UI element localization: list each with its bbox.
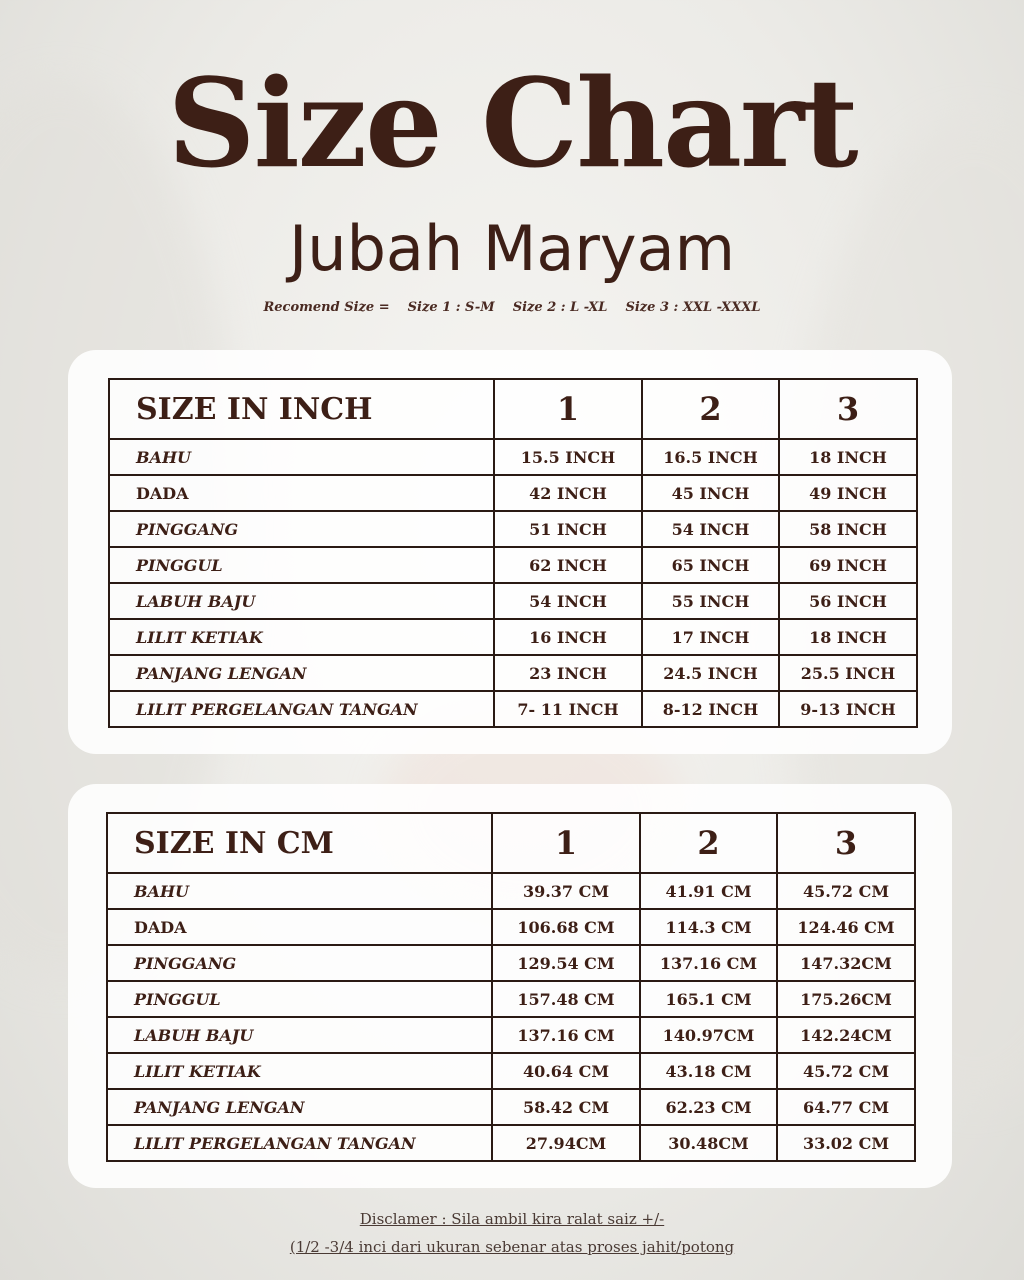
row-label: DADA xyxy=(107,909,492,945)
cell-value: 49 INCH xyxy=(779,475,917,511)
row-label: PINGGANG xyxy=(107,945,492,981)
cell-value: 42 INCH xyxy=(494,475,642,511)
row-label: PANJANG LENGAN xyxy=(109,655,494,691)
row-label: LABUH BAJU xyxy=(107,1017,492,1053)
row-label: BAHU xyxy=(109,439,494,475)
row-label: BAHU xyxy=(107,873,492,909)
cell-value: 147.32CM xyxy=(777,945,915,981)
row-label: PINGGUL xyxy=(107,981,492,1017)
row-label: DADA xyxy=(109,475,494,511)
recommend-size-1: Size 1 : S-M xyxy=(407,300,495,315)
cell-value: 157.48 CM xyxy=(492,981,640,1017)
cell-value: 65 INCH xyxy=(642,547,779,583)
cell-value: 137.16 CM xyxy=(640,945,777,981)
cell-value: 23 INCH xyxy=(494,655,642,691)
cell-value: 41.91 CM xyxy=(640,873,777,909)
cell-value: 56 INCH xyxy=(779,583,917,619)
cm-size-table xyxy=(106,812,916,1162)
cell-value: 45 INCH xyxy=(642,475,779,511)
cell-value: 54 INCH xyxy=(494,583,642,619)
column-size-3: 3 xyxy=(777,813,915,873)
cell-value: 17 INCH xyxy=(642,619,779,655)
column-size-3: 3 xyxy=(779,379,917,439)
cell-value: 43.18 CM xyxy=(640,1053,777,1089)
cell-value: 137.16 CM xyxy=(492,1017,640,1053)
cell-value: 114.3 CM xyxy=(640,909,777,945)
cell-value: 51 INCH xyxy=(494,511,642,547)
table-row xyxy=(107,909,915,945)
table-row xyxy=(107,1089,915,1125)
table-row xyxy=(107,1017,915,1053)
cell-value: 69 INCH xyxy=(779,547,917,583)
table-header-row xyxy=(107,813,915,873)
row-label: PANJANG LENGAN xyxy=(107,1089,492,1125)
cell-value: 129.54 CM xyxy=(492,945,640,981)
disclaimer-line-1: Disclamer : Sila ambil kira ralat saiz +/- xyxy=(359,1210,665,1228)
table-heading: SIZE IN CM xyxy=(107,813,492,873)
table-row xyxy=(109,655,917,691)
cell-value: 24.5 INCH xyxy=(642,655,779,691)
cell-value: 64.77 CM xyxy=(777,1089,915,1125)
row-label: PINGGUL xyxy=(109,547,494,583)
cell-value: 18 INCH xyxy=(779,439,917,475)
inch-table-card xyxy=(68,350,952,754)
page-title: Size Chart xyxy=(167,51,857,195)
table-row xyxy=(109,439,917,475)
page-subtitle: Jubah Maryam xyxy=(289,212,735,285)
cell-value: 33.02 CM xyxy=(777,1125,915,1161)
cell-value: 62 INCH xyxy=(494,547,642,583)
table-row xyxy=(107,873,915,909)
cell-value: 40.64 CM xyxy=(492,1053,640,1089)
row-label: PINGGANG xyxy=(109,511,494,547)
table-row xyxy=(107,945,915,981)
row-label: LABUH BAJU xyxy=(109,583,494,619)
cell-value: 16.5 INCH xyxy=(642,439,779,475)
cell-value: 54 INCH xyxy=(642,511,779,547)
cell-value: 18 INCH xyxy=(779,619,917,655)
column-size-1: 1 xyxy=(492,813,640,873)
cell-value: 165.1 CM xyxy=(640,981,777,1017)
row-label: LILIT PERGELANGAN TANGAN xyxy=(107,1125,492,1161)
cell-value: 25.5 INCH xyxy=(779,655,917,691)
table-row xyxy=(107,981,915,1017)
cell-value: 7- 11 INCH xyxy=(494,691,642,727)
cell-value: 58 INCH xyxy=(779,511,917,547)
table-row xyxy=(109,583,917,619)
column-size-1: 1 xyxy=(494,379,642,439)
cell-value: 55 INCH xyxy=(642,583,779,619)
disclaimer xyxy=(0,1205,1024,1261)
cell-value: 62.23 CM xyxy=(640,1089,777,1125)
cell-value: 27.94CM xyxy=(492,1125,640,1161)
cm-table-card xyxy=(68,784,952,1188)
row-label: LILIT KETIAK xyxy=(107,1053,492,1089)
table-row xyxy=(109,475,917,511)
disclaimer-line-2: (1/2 -3/4 inci dari ukuran sebenar atas proses jahit/potong xyxy=(289,1238,735,1256)
inch-size-table xyxy=(108,378,918,728)
table-heading: SIZE IN INCH xyxy=(109,379,494,439)
cell-value: 140.97CM xyxy=(640,1017,777,1053)
cell-value: 30.48CM xyxy=(640,1125,777,1161)
cell-value: 15.5 INCH xyxy=(494,439,642,475)
recommend-prefix: Recomend Size = xyxy=(263,300,390,315)
cell-value: 9-13 INCH xyxy=(779,691,917,727)
cell-value: 39.37 CM xyxy=(492,873,640,909)
table-header-row xyxy=(109,379,917,439)
row-label: LILIT PERGELANGAN TANGAN xyxy=(109,691,494,727)
table-row xyxy=(107,1125,915,1161)
cell-value: 106.68 CM xyxy=(492,909,640,945)
table-row xyxy=(107,1053,915,1089)
recommend-size-line xyxy=(0,300,1024,315)
row-label: LILIT KETIAK xyxy=(109,619,494,655)
column-size-2: 2 xyxy=(642,379,779,439)
cell-value: 45.72 CM xyxy=(777,873,915,909)
cell-value: 58.42 CM xyxy=(492,1089,640,1125)
table-row xyxy=(109,691,917,727)
recommend-size-3: Size 3 : XXL -XXXL xyxy=(625,300,761,315)
table-row xyxy=(109,511,917,547)
table-row xyxy=(109,547,917,583)
cell-value: 124.46 CM xyxy=(777,909,915,945)
cell-value: 8-12 INCH xyxy=(642,691,779,727)
cell-value: 175.26CM xyxy=(777,981,915,1017)
cell-value: 16 INCH xyxy=(494,619,642,655)
column-size-2: 2 xyxy=(640,813,777,873)
cell-value: 45.72 CM xyxy=(777,1053,915,1089)
cell-value: 142.24CM xyxy=(777,1017,915,1053)
recommend-size-2: Size 2 : L -XL xyxy=(512,300,608,315)
table-row xyxy=(109,619,917,655)
